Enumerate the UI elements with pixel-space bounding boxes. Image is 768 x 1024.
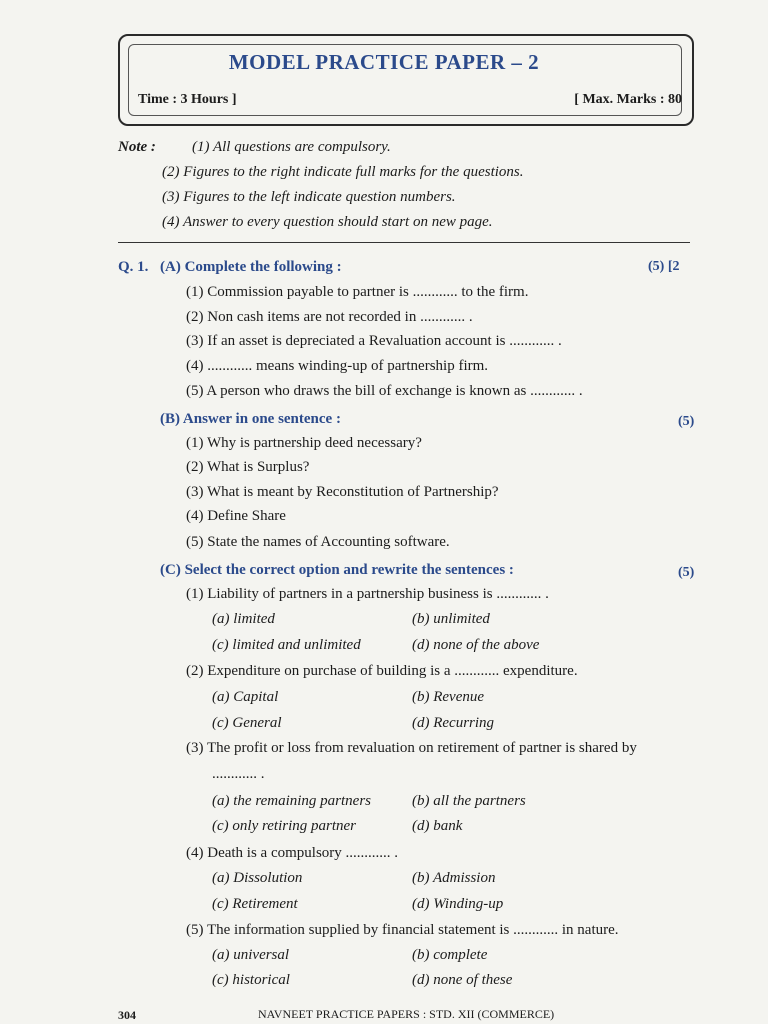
mcq-option: (a) universal [212, 947, 290, 963]
mcq-option: (b) Admission [412, 870, 496, 886]
note-item: (4) Answer to every question should start on new page. [162, 214, 493, 230]
section-b-marks: (5) [678, 414, 695, 429]
note-item: (1) All questions are compulsory. [192, 139, 391, 155]
note-item: (3) Figures to the left indicate question numbers. [162, 189, 456, 205]
section-a-item: (1) Commission payable to partner is ............ to the firm. [186, 284, 529, 300]
section-b-heading: (B) Answer in one sentence : [160, 411, 341, 427]
section-a-item: (3) If an asset is depreciated a Revaluation account is ............ . [186, 333, 562, 349]
mcq-option: (c) Retirement [212, 896, 298, 912]
mcq-option: (a) limited [212, 611, 275, 627]
section-b-item: (4) Define Share [186, 508, 286, 524]
mcq-option: (d) Winding-up [412, 896, 504, 912]
mcq-option: (d) bank [412, 818, 463, 834]
mcq-option: (c) only retiring partner [212, 818, 357, 834]
page-number: 304 [118, 1008, 136, 1022]
mcq-question: (1) Liability of partners in a partnership business is ............ . [186, 586, 549, 602]
section-c-heading: (C) Select the correct option and rewrite the sentences : [160, 562, 514, 578]
mcq-option: (c) General [212, 715, 282, 731]
time-allowed: Time : 3 Hours ] [138, 92, 237, 107]
mcq-option: (c) historical [212, 972, 290, 988]
mcq-option: (b) complete [412, 947, 488, 963]
mcq-option: (b) Revenue [412, 689, 485, 705]
section-c-marks: (5) [678, 565, 695, 580]
mcq-question-continuation: ............ . [212, 766, 265, 782]
section-b-item: (3) What is meant by Reconstitution of Partnership? [186, 484, 499, 500]
mcq-option: (b) unlimited [412, 611, 490, 627]
mcq-option: (d) none of the above [412, 637, 540, 653]
mcq-option: (a) Capital [212, 689, 279, 705]
paper-title: MODEL PRACTICE PAPER – 2 [228, 50, 540, 74]
question-number: Q. 1. [118, 259, 149, 275]
max-marks: [ Max. Marks : 80 [574, 92, 682, 107]
section-b-item: (5) State the names of Accounting software. [186, 534, 450, 550]
note-item: (2) Figures to the right indicate full marks for the questions. [162, 164, 524, 180]
mcq-question: (3) The profit or loss from revaluation on retirement of partner is shared by [186, 740, 637, 756]
publication-footer: NAVNEET PRACTICE PAPERS : STD. XII (COMMERCE) [258, 1007, 555, 1021]
mcq-option: (d) Recurring [412, 715, 495, 731]
section-a-item: (2) Non cash items are not recorded in ............ . [186, 309, 473, 325]
section-a-item: (4) ............ means winding-up of partnership firm. [186, 358, 489, 374]
mcq-option: (d) none of these [412, 972, 513, 988]
mcq-option: (a) Dissolution [212, 870, 303, 886]
divider-rule [118, 242, 690, 243]
mcq-question: (2) Expenditure on purchase of building is a ............ expenditure. [186, 663, 578, 679]
section-a-marks: (5) [2 [648, 259, 680, 274]
section-b-item: (1) Why is partnership deed necessary? [186, 435, 422, 451]
note-label: Note : [118, 139, 156, 155]
mcq-question: (4) Death is a compulsory ............ . [186, 845, 399, 861]
section-a-item: (5) A person who draws the bill of exchange is known as ............ . [186, 383, 583, 399]
mcq-option: (a) the remaining partners [212, 793, 372, 809]
mcq-option: (b) all the partners [412, 793, 526, 809]
mcq-question: (5) The information supplied by financial statement is ............ in nature. [186, 922, 619, 938]
section-a-heading: (A) Complete the following : [160, 259, 342, 275]
mcq-option: (c) limited and unlimited [212, 637, 361, 653]
section-b-item: (2) What is Surplus? [186, 459, 310, 475]
